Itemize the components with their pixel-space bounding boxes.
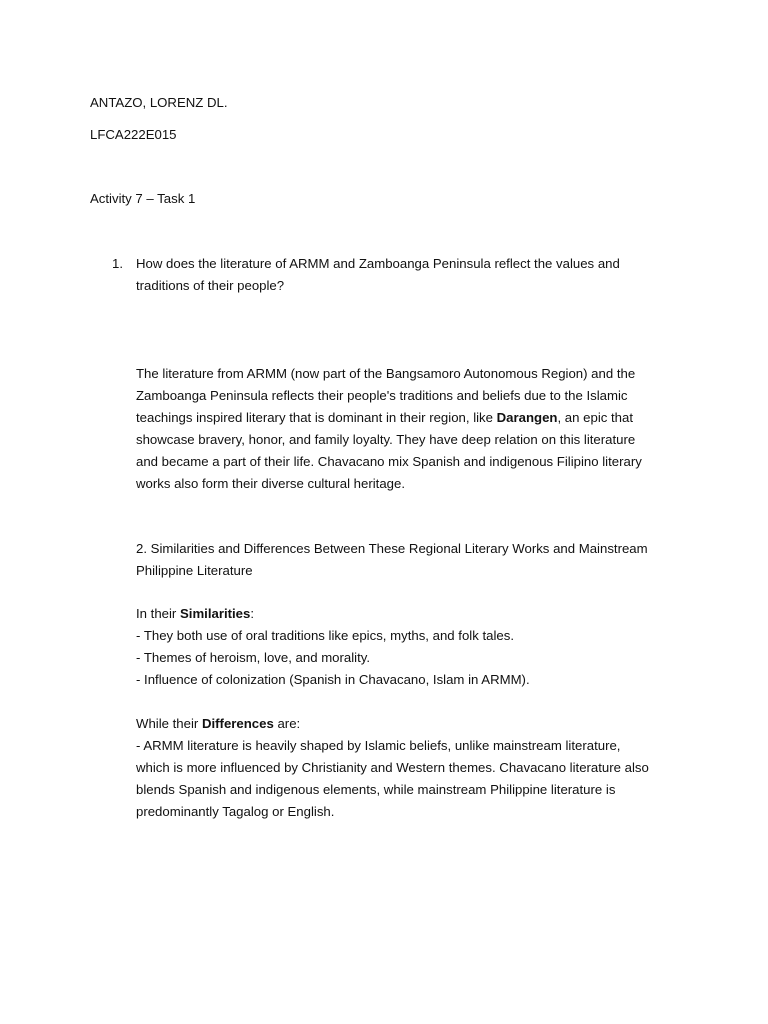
question-2-line: 2. Similarities and Differences Between These Regional Literary Works and Mainstream — [136, 541, 648, 556]
differences-section — [136, 713, 649, 823]
differences-line: blends Spanish and indigenous elements, while mainstream Philippine literature is — [136, 782, 616, 797]
question-1-number: 1. — [112, 256, 123, 271]
similarities-heading-text: In their — [136, 606, 180, 621]
differences-heading — [136, 713, 649, 735]
differences-heading-text: While their — [136, 716, 202, 731]
similarities-heading-text: : — [250, 606, 255, 621]
student-name: ANTAZO, LORENZ DL. — [90, 95, 228, 110]
similarities-emphasis: Similarities — [179, 606, 251, 621]
answer-1-line: The literature from ARMM (now part of the Bangsamoro Autonomous Region) and the — [136, 366, 636, 381]
question-1-line: How does the literature of ARMM and Zamboanga Peninsula reflect the values and — [136, 256, 620, 271]
answer-1-line: and became a part of their life. Chavacano mix Spanish and indigenous Filipino literary — [136, 454, 642, 469]
differences-line: predominantly Tagalog or English. — [136, 804, 335, 819]
answer-1-text: , an epic that — [557, 410, 633, 425]
similarities-section — [136, 603, 530, 691]
differences-heading-text: are: — [273, 716, 301, 731]
similarity-item: - Influence of colonization (Spanish in Chavacano, Islam in ARMM). — [136, 672, 530, 687]
answer-1-line: showcase bravery, honor, and family loyalty. They have deep relation on this literature — [136, 432, 636, 447]
question-2-title — [136, 538, 648, 582]
answer-1-paragraph — [136, 363, 642, 495]
similarities-heading — [136, 603, 530, 625]
darangen-emphasis: Darangen — [496, 410, 558, 425]
answer-1-text: teachings inspired literary that is dominant in their region, like — [136, 410, 497, 425]
question-1-line: traditions of their people? — [136, 278, 285, 293]
answer-1-line — [136, 407, 642, 429]
differences-line: - ARMM literature is heavily shaped by Islamic beliefs, unlike mainstream literature, — [136, 738, 621, 753]
answer-1-line: works also form their diverse cultural heritage. — [136, 476, 405, 491]
differences-line: which is more influenced by Christianity and Western themes. Chavacano literature also — [136, 760, 649, 775]
similarity-item: - Themes of heroism, love, and morality. — [136, 650, 371, 665]
differences-emphasis: Differences — [201, 716, 274, 731]
answer-1-line: Zamboanga Peninsula reflects their people's traditions and beliefs due to the Islamic — [136, 388, 628, 403]
question-2-line: Philippine Literature — [136, 563, 253, 578]
similarity-item: - They both use of oral traditions like epics, myths, and folk tales. — [136, 628, 514, 643]
student-code: LFCA222E015 — [90, 127, 177, 142]
question-1-text — [136, 253, 620, 297]
activity-title: Activity 7 – Task 1 — [90, 191, 196, 206]
